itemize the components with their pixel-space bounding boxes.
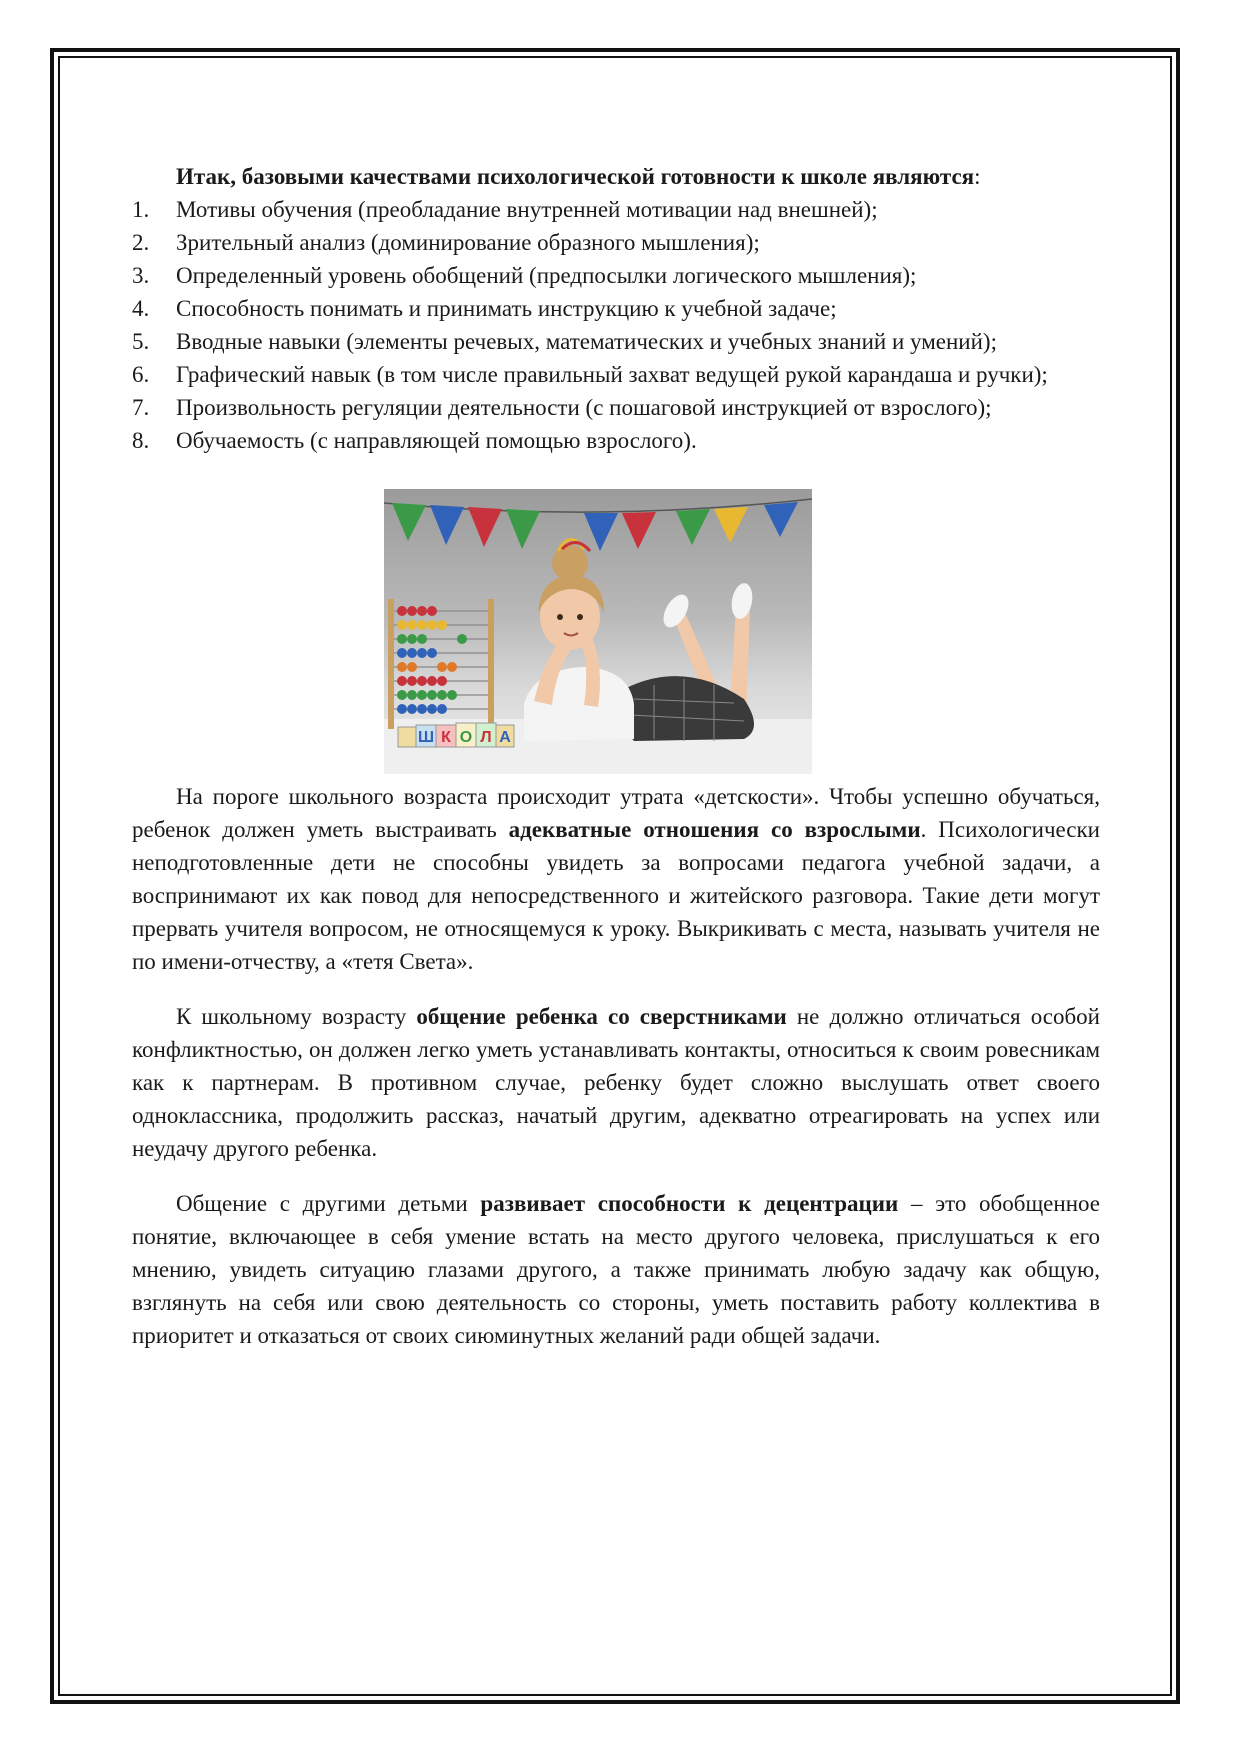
svg-text:А: А — [499, 729, 511, 746]
bunting-flag — [584, 513, 618, 551]
bunting-flag — [764, 502, 798, 537]
heading-colon: : — [974, 164, 981, 189]
svg-text:Ш: Ш — [417, 729, 435, 746]
paragraph-emphasis: адекватные отношения со взрослыми — [508, 817, 921, 842]
letter-blocks — [398, 723, 514, 747]
bunting-flag — [622, 512, 656, 549]
bunting-flag — [468, 507, 502, 547]
list-number: 6. — [132, 362, 150, 387]
list-item — [132, 391, 1100, 424]
paragraph-adult-relations — [132, 780, 1100, 978]
list-number: 2. — [132, 230, 150, 255]
svg-text:Л: Л — [480, 729, 492, 746]
bunting-flag — [676, 509, 710, 545]
list-text: Зрительный анализ (доминирование образного мышления); — [176, 230, 760, 255]
paragraph-text: . Психологически неподготовленные дети не способны увидеть за вопросами педагога учебной задачи, а воспринимают их как повод для непосредственного и житейского разговора. Такие дети могут прервать учителя вопросом, не относящемуся к уроку. Выкрикивать с места, называть учителя не по имени-отчеству, а «тетя Света». — [132, 817, 1100, 974]
document-body — [132, 160, 1100, 1352]
bunting-flag — [506, 509, 540, 549]
paragraph-emphasis: развивает способности к децентрации — [480, 1191, 899, 1216]
paragraph-text: На пороге школьного возраста происходит утрата «детскости». Чтобы успешно обучаться, ребенок должен уметь выстраивать — [132, 784, 1100, 842]
photo-girl-with-abacus — [384, 489, 812, 774]
section-heading — [132, 160, 1100, 193]
svg-text:К: К — [441, 729, 451, 746]
photo-illustration — [384, 489, 812, 774]
list-item — [132, 424, 1100, 457]
list-number: 7. — [132, 395, 150, 420]
bunting-flag — [714, 507, 748, 543]
heading-text: Итак, базовыми качествами психологической готовности к школе являются — [176, 164, 975, 189]
paragraph-text: не должно отличаться особой конфликтностью, он должен легко уметь устанавливать контакты, относиться к своим ровесникам как к партнерам. В противном случае, ребенку будет сложно выслушать ответ своего одноклассника, продолжить рассказ, начатый другим, адекватно отреагировать на успех или неудачу другого ребенка. — [132, 1004, 1100, 1161]
list-number: 4. — [132, 296, 150, 321]
paragraph-decentration — [132, 1187, 1100, 1352]
list-text: Вводные навыки (элементы речевых, математических и учебных знаний и умений); — [176, 329, 997, 354]
list-item — [132, 226, 1100, 259]
list-number: 1. — [132, 197, 150, 222]
paragraph-text: – это обобщенное понятие, включающее в себя умение встать на место другого человека, прислушаться к его мнению, увидеть ситуацию глазами другого, а также принимать любую задачу как общую, взглянуть на себя или свою деятельность со стороны, уметь поставить работу коллектива в приоритет и отказаться от своих сиюминутных желаний ради общей задачи. — [132, 1191, 1100, 1348]
svg-text:О: О — [459, 729, 473, 746]
paragraph-text: К школьному возрасту — [176, 1004, 417, 1029]
list-text: Графический навык (в том числе правильный захват ведущей рукой карандаша и ручки); — [176, 362, 1048, 387]
qualities-list — [132, 193, 1100, 457]
paragraph-peer-communication — [132, 1000, 1100, 1165]
list-number: 5. — [132, 329, 150, 354]
list-item — [132, 325, 1100, 358]
list-number: 3. — [132, 263, 150, 288]
list-text: Определенный уровень обобщений (предпосылки логического мышления); — [176, 263, 917, 288]
photo-container — [132, 489, 1100, 774]
paragraph-emphasis: общение ребенка со сверстниками — [416, 1004, 787, 1029]
girl-figure — [524, 539, 755, 741]
list-item — [132, 292, 1100, 325]
list-text: Обучаемость (с направляющей помощью взрослого). — [176, 428, 697, 453]
list-item — [132, 193, 1100, 226]
bunting-flag — [430, 505, 464, 545]
list-item — [132, 259, 1100, 292]
abacus — [388, 599, 494, 729]
list-text: Произвольность регуляции деятельности (с пошаговой инструкцией от взрослого); — [176, 395, 992, 420]
list-item — [132, 358, 1100, 391]
bunting-flag — [392, 503, 426, 541]
list-text: Мотивы обучения (преобладание внутренней мотивации над внешней); — [176, 197, 878, 222]
list-number: 8. — [132, 428, 150, 453]
paragraph-text: Общение с другими детьми — [176, 1191, 481, 1216]
list-text: Способность понимать и принимать инструкцию к учебной задаче; — [176, 296, 837, 321]
